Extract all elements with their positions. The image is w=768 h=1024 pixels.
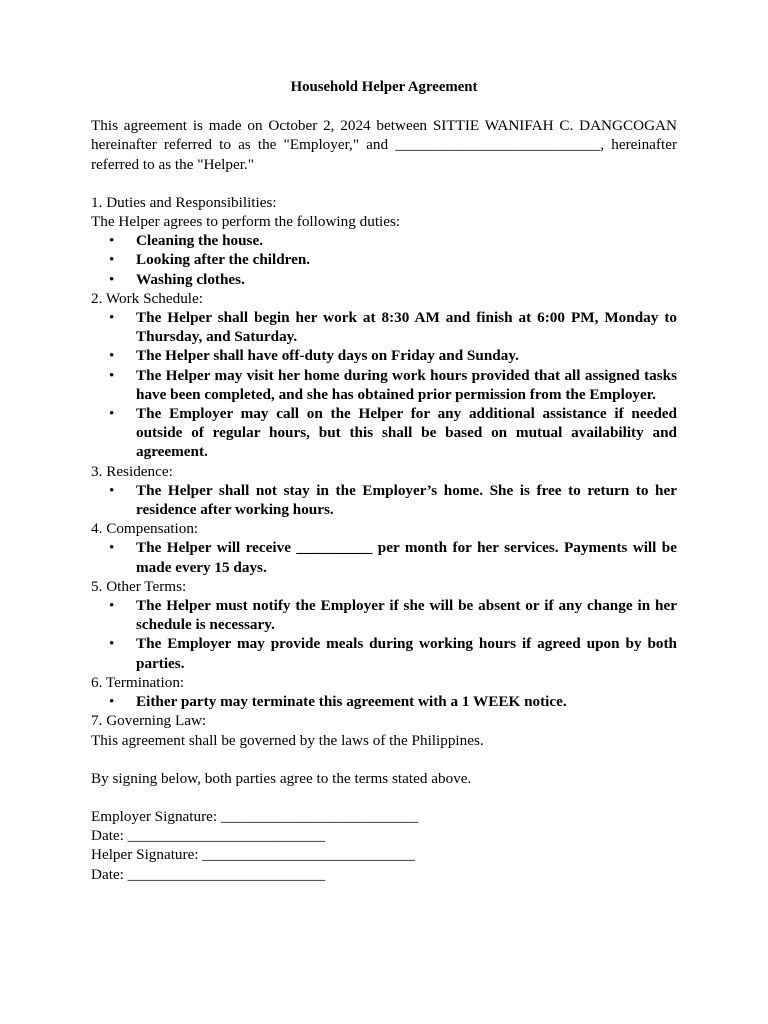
list-item-text: The Helper must notify the Employer if she will be absent or if any change in her schedule is necessary. <box>136 597 677 634</box>
section-termination-heading: 6. Termination: <box>91 673 185 691</box>
signature-block <box>91 807 677 884</box>
section-duties-lead: The Helper agrees to perform the following duties: <box>91 213 401 231</box>
list-item <box>91 308 677 346</box>
list-item-text: The Helper shall begin her work at 8:30 AM and finish at 6:00 PM, Monday to Thursday, and Saturday. <box>136 309 677 346</box>
list-item <box>91 270 677 289</box>
list-item-text: Cleaning the house. <box>136 232 264 250</box>
intro-paragraph: This agreement is made on October 2, 2024 between SITTIE WANIFAH C. DANGCOGAN hereinafter referred to as the "Employer," and ___________________________, hereinafter referred to as the "Helper." <box>91 117 677 173</box>
list-item-text: The Helper will receive __________ per month for her services. Payments will be made every 15 days. <box>136 539 677 576</box>
employer-date-line: Date: __________________________ <box>91 827 326 845</box>
bullet-icon: • <box>109 366 115 384</box>
section-law-heading: 7. Governing Law: <box>91 712 207 730</box>
bullet-icon: • <box>109 693 115 711</box>
duties-list <box>91 231 677 289</box>
section-duties-heading: 1. Duties and Responsibilities: <box>91 193 277 211</box>
list-item-text: The Employer may provide meals during working hours if agreed upon by both parties. <box>136 635 677 672</box>
bullet-icon: • <box>109 597 115 615</box>
section-other-heading: 5. Other Terms: <box>91 577 187 595</box>
list-item-text: Looking after the children. <box>136 251 311 269</box>
list-item <box>91 538 677 576</box>
residence-list <box>91 481 677 519</box>
document-title: Household Helper Agreement <box>290 79 478 95</box>
list-item <box>91 366 677 404</box>
list-item <box>91 250 677 269</box>
compensation-list <box>91 538 677 576</box>
schedule-list <box>91 308 677 462</box>
bullet-icon: • <box>109 270 115 288</box>
list-item <box>91 404 677 462</box>
section-schedule-heading: 2. Work Schedule: <box>91 289 203 307</box>
list-item <box>91 692 677 711</box>
bullet-icon: • <box>109 405 115 423</box>
list-item-text: The Helper shall have off-duty days on Friday and Sunday. <box>136 347 519 365</box>
helper-date-line: Date: __________________________ <box>91 865 326 883</box>
helper-signature-line: Helper Signature: ____________________________ <box>91 846 415 864</box>
bullet-icon: • <box>109 309 115 327</box>
section-residence-heading: 3. Residence: <box>91 462 173 480</box>
list-item <box>91 634 677 672</box>
bullet-icon: • <box>109 232 115 250</box>
list-item-text: The Helper shall not stay in the Employer’s home. She is free to return to her residence after working hours. <box>136 481 677 519</box>
bullet-icon: • <box>109 347 115 365</box>
other-terms-list <box>91 596 677 673</box>
bullet-icon: • <box>109 481 115 499</box>
list-item <box>91 346 677 365</box>
section-law-text: This agreement shall be governed by the laws of the Philippines. <box>91 731 484 749</box>
bullet-icon: • <box>109 635 115 653</box>
list-item-text: The Helper may visit her home during work hours provided that all assigned tasks have been completed, and she has obtained prior permission from the Employer. <box>136 366 677 403</box>
list-item-text: The Employer may call on the Helper for any additional assistance if needed outside of regular hours, but this shall be based on mutual availability and agreement. <box>136 405 677 461</box>
section-compensation-heading: 4. Compensation: <box>91 520 199 538</box>
list-item <box>91 596 677 634</box>
list-item <box>91 231 677 250</box>
list-item-text: Washing clothes. <box>136 270 245 288</box>
termination-list <box>91 692 677 711</box>
document-page <box>91 78 677 884</box>
employer-signature-line: Employer Signature: __________________________ <box>91 807 419 825</box>
closing-statement: By signing below, both parties agree to the terms stated above. <box>91 769 472 787</box>
bullet-icon: • <box>109 251 115 269</box>
list-item-text: Either party may terminate this agreement with a 1 WEEK notice. <box>136 693 567 711</box>
bullet-icon: • <box>109 539 115 557</box>
list-item <box>91 481 677 519</box>
